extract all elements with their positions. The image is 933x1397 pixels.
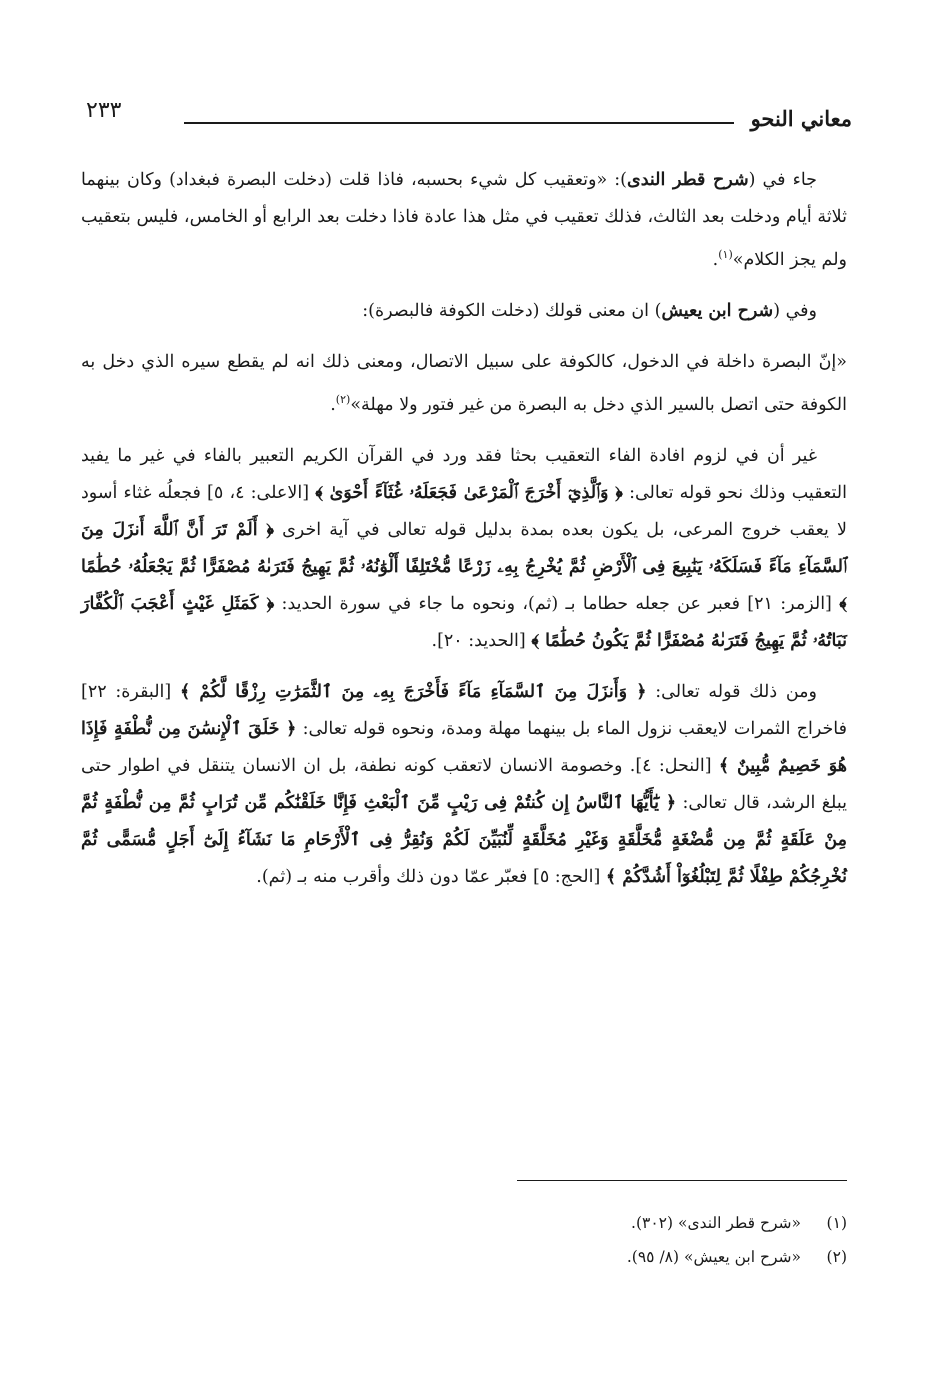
footnote-item [81,1240,847,1274]
paragraph-ibn-yaish [81,293,847,330]
book-title: شرح قطر الندى [627,170,749,190]
main-text [81,162,847,910]
quran-verse: ﴿ يَٰٓأَيُّهَا ٱلنَّاسُ إِن كُنتُمْ فِى رَيْبٍ مِّنَ ٱلْبَعْثِ فَإِنَّا خَلَقْنَٰكُم مِّن تُرَابٍ ثُمَّ مِن نُّطْفَةٍ ثُمَّ مِنْ عَلَقَةٍ ثُمَّ مِن مُّضْغَةٍ مُّخَلَّقَةٍ وَغَيْرِ مُخَلَّقَةٍ لِّنُبَيِّنَ لَكُمْ وَنُقِرُّ فِى ٱلْأَرْحَامِ مَا نَشَآءُ إِلَىٰٓ أَجَلٍ مُّسَمًّى ثُمَّ نُخْرِجُكُمْ طِفْلًا ثُمَّ لِتَبْلُغُوٓاْ أَشُدَّكُمْ ﴾ [81,792,847,887]
text-span: [الزمر: ٢١] فعبر عن جعله حطاما بـ (ثم)، ونحوه ما جاء في سورة الحديد: [274,593,840,614]
text-span: ) ان معنى قولك (دخلت الكوفة فالبصرة): [362,300,662,321]
quran-verse: ﴿ وَٱلَّذِيٓ أَخْرَجَ ٱلْمَرْعَىٰ فَجَعَلَهُۥ غُثَآءً أَحْوَىٰ ﴾ [315,482,623,503]
running-title: معاني النحو [750,106,852,131]
footnote-number: (١) [826,1214,847,1232]
footnote-separator [517,1180,847,1181]
paragraph-quote [81,344,847,424]
quran-verse: ﴿ خَلَقَ ٱلْإِنسَٰنَ مِن نُّطْفَةٍ فَإِذَا هُوَ خَصِيمٌ مُّبِينٌ ﴾ [81,718,848,776]
footnote-item [81,1206,847,1240]
text-span: ومن ذلك قوله تعالى: [646,681,817,702]
book-title: شرح ابن يعيش [661,300,774,321]
footnote-marker: (١) [718,248,733,261]
text-span: جاء في ( [748,170,817,190]
header-rule [184,122,734,124]
quran-verse: ﴿ وَأَنزَلَ مِنَ ٱلسَّمَآءِ مَآءً فَأَخْرَجَ بِهِۦ مِنَ ٱلثَّمَرَٰتِ رِزْقًا لَّكُمْ ﴾ [179,681,647,702]
quran-verse: ﴿ أَلَمْ تَرَ أَنَّ ٱللَّهَ أَنزَلَ مِنَ ٱلسَّمَآءِ مَآءً فَسَلَكَهُۥ يَنَٰبِيعَ فِى ٱلْأَرْضِ ثُمَّ يُخْرِجُ بِهِۦ زَرْعًا مُّخْتَلِفًا أَلْوَٰنُهُۥ ثُمَّ يَهِيجُ فَتَرَىٰهُ مُصْفَرًّا ثُمَّ يَجْعَلُهُۥ حُطَٰمًا ﴾ [81,519,847,614]
footnote-number: (٢) [826,1248,847,1266]
paragraph-more-examples [81,674,847,896]
paragraph-qatr-alnada [81,162,847,279]
text-span: ): «وتعقيب كل شيء بحسبه، فاذا قلت (دخلت البصرة فبغداد) وكان بينهما ثلاثة أيام ودخلت بعد الثالث، فذلك تعقيب في مثل هذا عادة فاذا دخلت بعد الرابع أو الخامس، فليس بتعقيب ولم يجز الكلام» [81,170,847,270]
text-span: [الاعلى: ٤، ٥] فجعلُه غثاء أسود لا يعقب خروج المرعى، بل يكون بعده بمدة بدليل قوله تعالى في آية اخرى [81,482,848,540]
footnote-marker: (٢) [335,392,351,406]
text-span: [الحج: ٥] فعبّر عمّا دون ذلك وأقرب منه بـ (ثم). [256,866,606,887]
paragraph-fa-discussion [81,438,847,660]
text-span: . [330,394,336,415]
text-span: . [712,249,719,270]
page-number: ٢٣٣ [86,98,122,123]
footnote-text: «شرح قطر الندى» (٣٠٢). [631,1214,801,1232]
page-header [86,96,852,140]
text-span: [الحديد: ٢٠]. [431,630,532,651]
text-span: «إنّ البصرة داخلة في الدخول، كالكوفة على سبيل الاتصال، ومعنى ذلك انه لم يقطع سيره الذي دخل به الكوفة حتى اتصل بالسير الذي دخل به البصرة من غير فتور ولا مهلة» [81,351,847,415]
footnote-text: «شرح ابن يعيش» (٨/ ٩٥). [626,1248,801,1266]
text-span: وفي ( [773,300,817,321]
text-span: [النحل: ٤]. وخصومة الانسان لاتعقب كونه نطفة، بل ان الانسان يتنقل في اطوار حتى يبلغ الرشد، قال تعالى: [81,755,848,813]
quran-verse: ﴿ كَمَثَلِ غَيْثٍ أَعْجَبَ ٱلْكُفَّارَ نَبَاتُهُۥ ثُمَّ يَهِيجُ فَتَرَىٰهُ مُصْفَرًّا ثُمَّ يَكُونُ حُطَٰمًا ﴾ [81,593,847,651]
text-span: غير أن في لزوم افادة الفاء التعقيب بحثا فقد ورد في القرآن الكريم التعبير بالفاء في غير ما يفيد التعقيب وذلك نحو قوله تعالى: [81,445,847,503]
footnotes [81,1206,847,1274]
text-span: [البقرة: ٢٢] فاخراج الثمرات لايعقب نزول الماء بل بينهما مهلة ومدة، ونحوه قوله تعالى: [81,681,847,739]
